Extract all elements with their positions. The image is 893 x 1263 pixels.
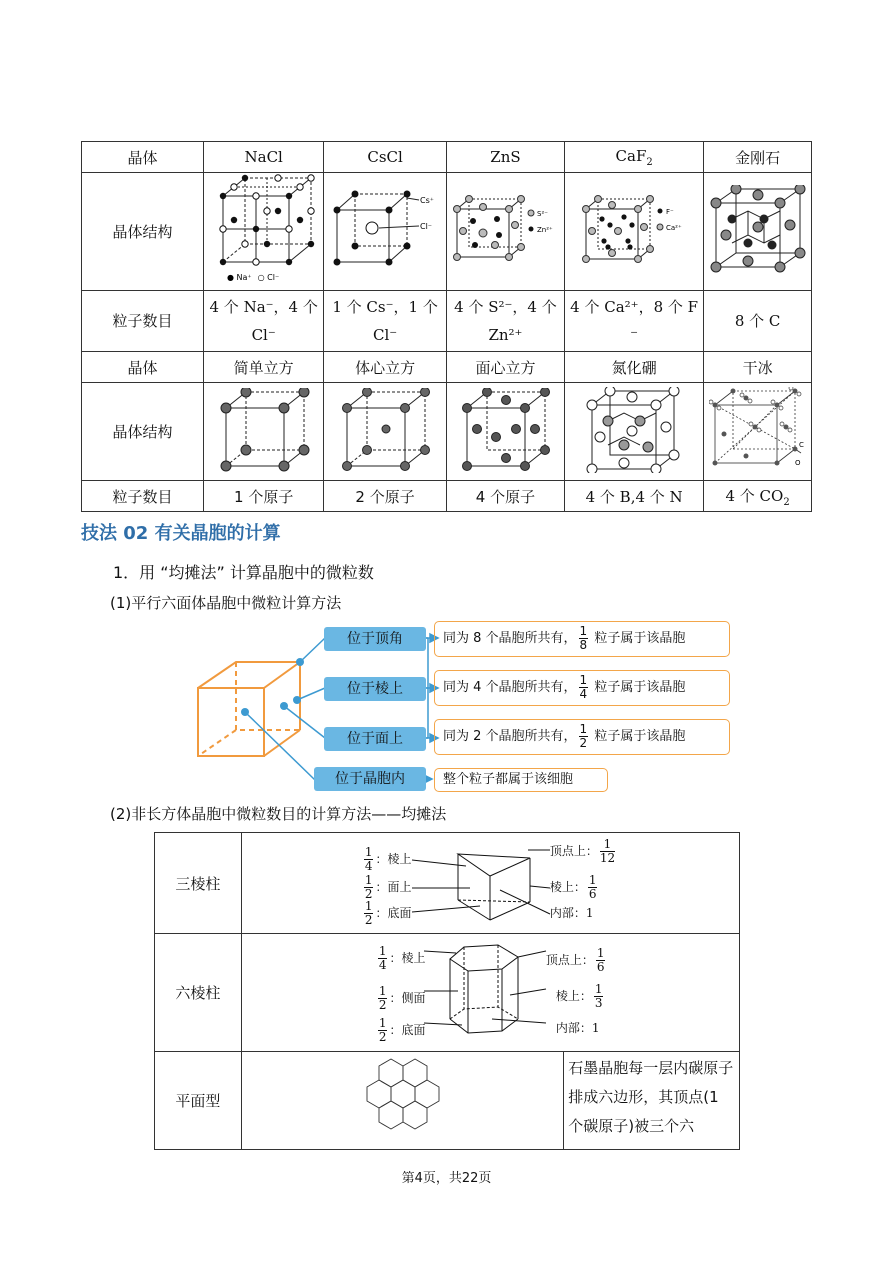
nacl-structure-image (204, 173, 324, 291)
crystal-fcc: 面心立方 (446, 352, 564, 383)
box-face-rule: 同为 2 个晶胞所共有， $\frac{1}{2}$ 粒子属于该晶胞 (434, 719, 730, 755)
count-zns: 4 个 S²⁻，4 个 Zn²⁺ (446, 291, 564, 352)
box-edge-rule: 同为 4 个晶胞所共有， $\frac{1}{4}$ 粒子属于该晶胞 (434, 670, 730, 706)
caf2-ca-label: Ca²⁺ (666, 223, 682, 232)
graphite-hexagon-figure (358, 1057, 448, 1141)
crystal-zns: ZnS (446, 142, 564, 173)
cscl-cs-label: Cs⁺ (420, 195, 435, 205)
paragraph-1: 1．用 “均摊法” 计算晶胞中的微粒数 (113, 563, 374, 582)
hex-edge2-label: 棱上： $\frac{1}{3}$ (555, 981, 603, 1010)
graphite-description: 石墨晶胞每一层内碳原子排成六边形，其顶点(1 个碳原子)被三个六 (564, 1052, 740, 1150)
hex-base-label: $\frac{1}{2}$ ：底面 (378, 1015, 426, 1044)
tri-edge-label: $\frac{1}{4}$ ：棱上 (364, 844, 412, 873)
crystal-boron-nitride: 氮化硼 (565, 352, 704, 383)
label-hexagonal-prism: 六棱柱 (155, 934, 242, 1052)
box-inside-rule: 整个粒子都属于该细胞 (434, 768, 608, 792)
page-footer: 第4页，共22页 (401, 1171, 492, 1186)
row-label-crystal: 晶体 (82, 142, 204, 173)
row-label-count-2: 粒子数目 (82, 481, 204, 512)
box-vertex-rule: 同为 8 个晶胞所共有， $\frac{1}{8}$ 粒子属于该晶胞 (434, 621, 730, 657)
count-simple-cubic: 1 个原子 (204, 481, 324, 512)
dry-ice-image (704, 383, 812, 481)
fcc-image (446, 383, 564, 481)
pill-vertex: 位于顶角 (324, 627, 426, 651)
hex-edge-label: $\frac{1}{4}$ ：棱上 (378, 943, 426, 972)
pill-edge: 位于棱上 (324, 677, 426, 701)
label-planar: 平面型 (155, 1052, 242, 1150)
hex-vertex-label: 顶点上： $\frac{1}{6}$ (545, 945, 605, 974)
crystal-nacl: NaCl (204, 142, 324, 173)
row-label-count: 粒子数目 (82, 291, 204, 352)
crystal-cscl: CsCl (324, 142, 446, 173)
zns-s-label: S²⁻ (537, 209, 549, 218)
zns-zn-label: Zn²⁺ (537, 225, 554, 234)
hex-inner-label: 内部：1 (555, 1020, 600, 1035)
tri-edge2-label: 棱上： $\frac{1}{6}$ (549, 872, 597, 901)
boron-nitride-image (565, 383, 704, 481)
tri-vertex-label: 顶点上： $\frac{1}{12}$ (549, 836, 616, 865)
label-triangular-prism: 三棱柱 (155, 833, 242, 934)
tri-inner-label: 内部：1 (549, 905, 594, 920)
crystal-structure-table (81, 141, 812, 512)
triangular-prism-figure (410, 840, 570, 930)
count-cscl: 1 个 Cs⁻，1 个 Cl⁻ (324, 291, 446, 352)
hexagonal-prism-cell (241, 934, 739, 1052)
crystal-bcc: 体心立方 (324, 352, 446, 383)
count-boron-nitride: 4 个 B,4 个 N (565, 481, 704, 512)
count-fcc: 4 个原子 (446, 481, 564, 512)
section-title: 技法 02 有关晶胞的计算 (81, 523, 281, 544)
tri-base-label: $\frac{1}{2}$ ：底面 (364, 898, 412, 927)
crystal-simple-cubic: 简单立方 (204, 352, 324, 383)
graphite-layer-cell (241, 1052, 563, 1150)
crystal-diamond: 金刚石 (704, 142, 812, 173)
caf2-structure-image (565, 173, 704, 291)
bcc-image (324, 383, 446, 481)
pill-face: 位于面上 (324, 727, 426, 751)
paragraph-3: (2)非长方体晶胞中微粒数目的计算方法——均摊法 (110, 805, 447, 823)
prism-sharing-table (154, 832, 740, 1150)
paragraph-2: (1)平行六面体晶胞中微粒计算方法 (110, 594, 342, 612)
count-nacl: 4 个 Na⁻，4 个 Cl⁻ (204, 291, 324, 352)
pill-inside: 位于晶胞内 (314, 767, 426, 791)
count-dry-ice: 4 个 $CO_2$ (704, 481, 812, 512)
row-label-structure-2: 晶体结构 (82, 383, 204, 481)
crystal-caf2: CaF$_2$ (565, 142, 704, 173)
row-label-structure: 晶体结构 (82, 173, 204, 291)
dry-ice-o-label: O (794, 458, 801, 467)
row-label-crystal-2: 晶体 (82, 352, 204, 383)
triangular-prism-cell (241, 833, 739, 934)
zns-structure-image (446, 173, 564, 291)
nacl-legend: ● Na⁺ ○ Cl⁻ (226, 272, 279, 282)
dry-ice-c-label: C (798, 440, 804, 449)
diamond-structure-image (704, 173, 812, 291)
hex-side-label: $\frac{1}{2}$ ：侧面 (378, 983, 426, 1012)
cscl-cl-label: Cl⁻ (420, 221, 433, 231)
hexagonal-prism-figure (422, 939, 562, 1049)
caf2-f-label: F⁻ (666, 207, 674, 216)
cscl-structure-image (324, 173, 446, 291)
crystal-dry-ice: 干冰 (704, 352, 812, 383)
count-diamond: 8 个 C (704, 291, 812, 352)
simple-cubic-image (204, 383, 324, 481)
count-bcc: 2 个原子 (324, 481, 446, 512)
count-caf2: 4 个 Ca²⁺，8 个 F ⁻ (565, 291, 704, 352)
tri-face-label: $\frac{1}{2}$ ：面上 (364, 872, 412, 901)
